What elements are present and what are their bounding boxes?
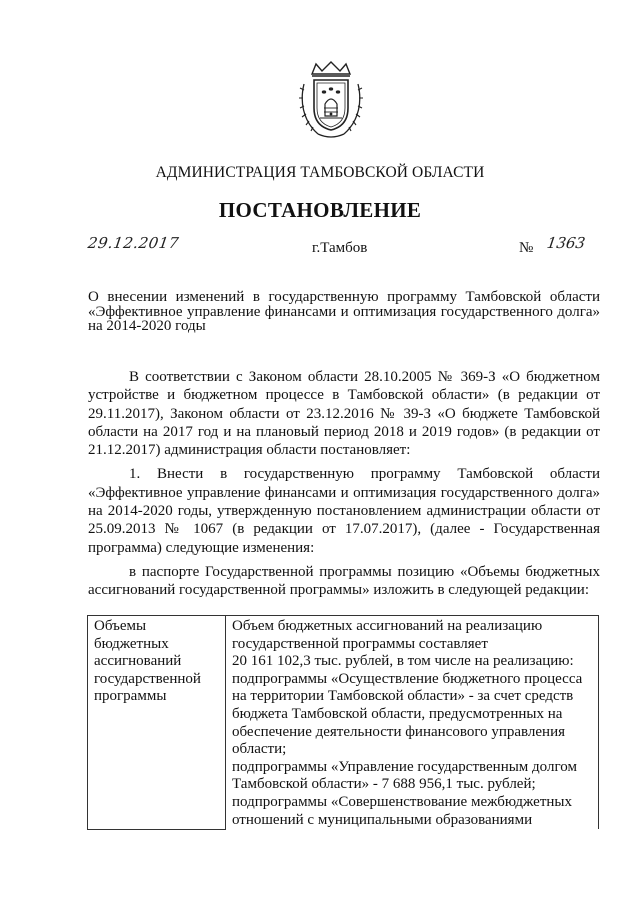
cell-text-line: подпрограммы «Совершенствование межбюджетных <box>232 793 572 810</box>
organization-name: АДМИНИСТРАЦИЯ ТАМБОВСКОЙ ОБЛАСТИ <box>155 164 485 181</box>
cell-text-line: государственной <box>94 670 201 687</box>
table-cell-value <box>226 616 599 830</box>
body-paragraph: в паспорте Государственной программы позицию «Объемы бюджетных ассигнований государственной программы» изложить в следующей редакции: <box>88 563 600 599</box>
cell-text-line: 20 161 102,3 тыс. рублей, в том числе на реализацию: <box>232 653 574 670</box>
cell-text-line: государственной программы составляет <box>232 635 488 652</box>
cell-text-line: области; <box>232 741 287 758</box>
table-row <box>88 616 599 830</box>
city-name: г.Тамбов <box>312 240 368 256</box>
document-number-label: № <box>519 240 534 256</box>
cell-text-line: программы <box>94 688 167 705</box>
document-type-title: ПОСТАНОВЛЕНИЕ <box>218 198 422 222</box>
cell-text-line: Объемы <box>94 618 147 634</box>
cell-text-line: Тамбовской области» - 7 688 956,1 тыс. рублей; <box>232 776 536 793</box>
handwritten-date: 29.12.2017 <box>86 234 181 252</box>
cell-text-line: бюджета Тамбовской области, предусмотренных на <box>232 705 563 722</box>
cell-text-line: обеспечение деятельности финансового управления <box>232 723 566 740</box>
cell-text-line: на территории Тамбовской области» - за счет средств <box>232 688 574 705</box>
document-body <box>88 368 600 604</box>
cell-text-line: подпрограммы «Управление государственным долгом <box>232 758 577 775</box>
body-paragraph: 1. Внести в государственную программу Тамбовской области «Эффективное управление финансами и оптимизация государственного долга» на 2014-2020 годы, утвержденную постановлением администрации области от 25.09.2013 № 1067 (в редакции от 17.07.2017), (далее - Государственная программа) следующие изменения: <box>88 466 600 556</box>
table-cell-label <box>88 616 226 830</box>
budget-allocations-table <box>87 615 599 830</box>
cell-text-line: отношений с муниципальными образованиями <box>232 811 533 828</box>
document-subject: О внесении изменений в государственную программу Тамбовской области «Эффективное управление финансами и оптимизация государственного долга» на 2014-2020 годы <box>88 289 600 335</box>
cell-text-line: ассигнований <box>94 653 182 670</box>
handwritten-document-number: 1363 <box>545 234 587 252</box>
body-paragraph: В соответствии с Законом области 28.10.2005 № 369-З «О бюджетном устройстве и бюджетном процессе в Тамбовской области» (в редакции от 29.11.2017), Законом области от 23.12.2016 № 39-З «О бюджете Тамбовской области на 2017 год и на плановый период 2018 и 2019 годов» (в редакции от 21.12.2017) администрация области постановляет: <box>88 369 600 459</box>
coat-of-arms-emblem <box>298 60 364 142</box>
cell-text-line: подпрограммы «Осуществление бюджетного процесса <box>232 670 583 687</box>
cell-text-line: бюджетных <box>94 635 169 652</box>
cell-text-line: Объем бюджетных ассигнований на реализацию <box>232 618 543 634</box>
